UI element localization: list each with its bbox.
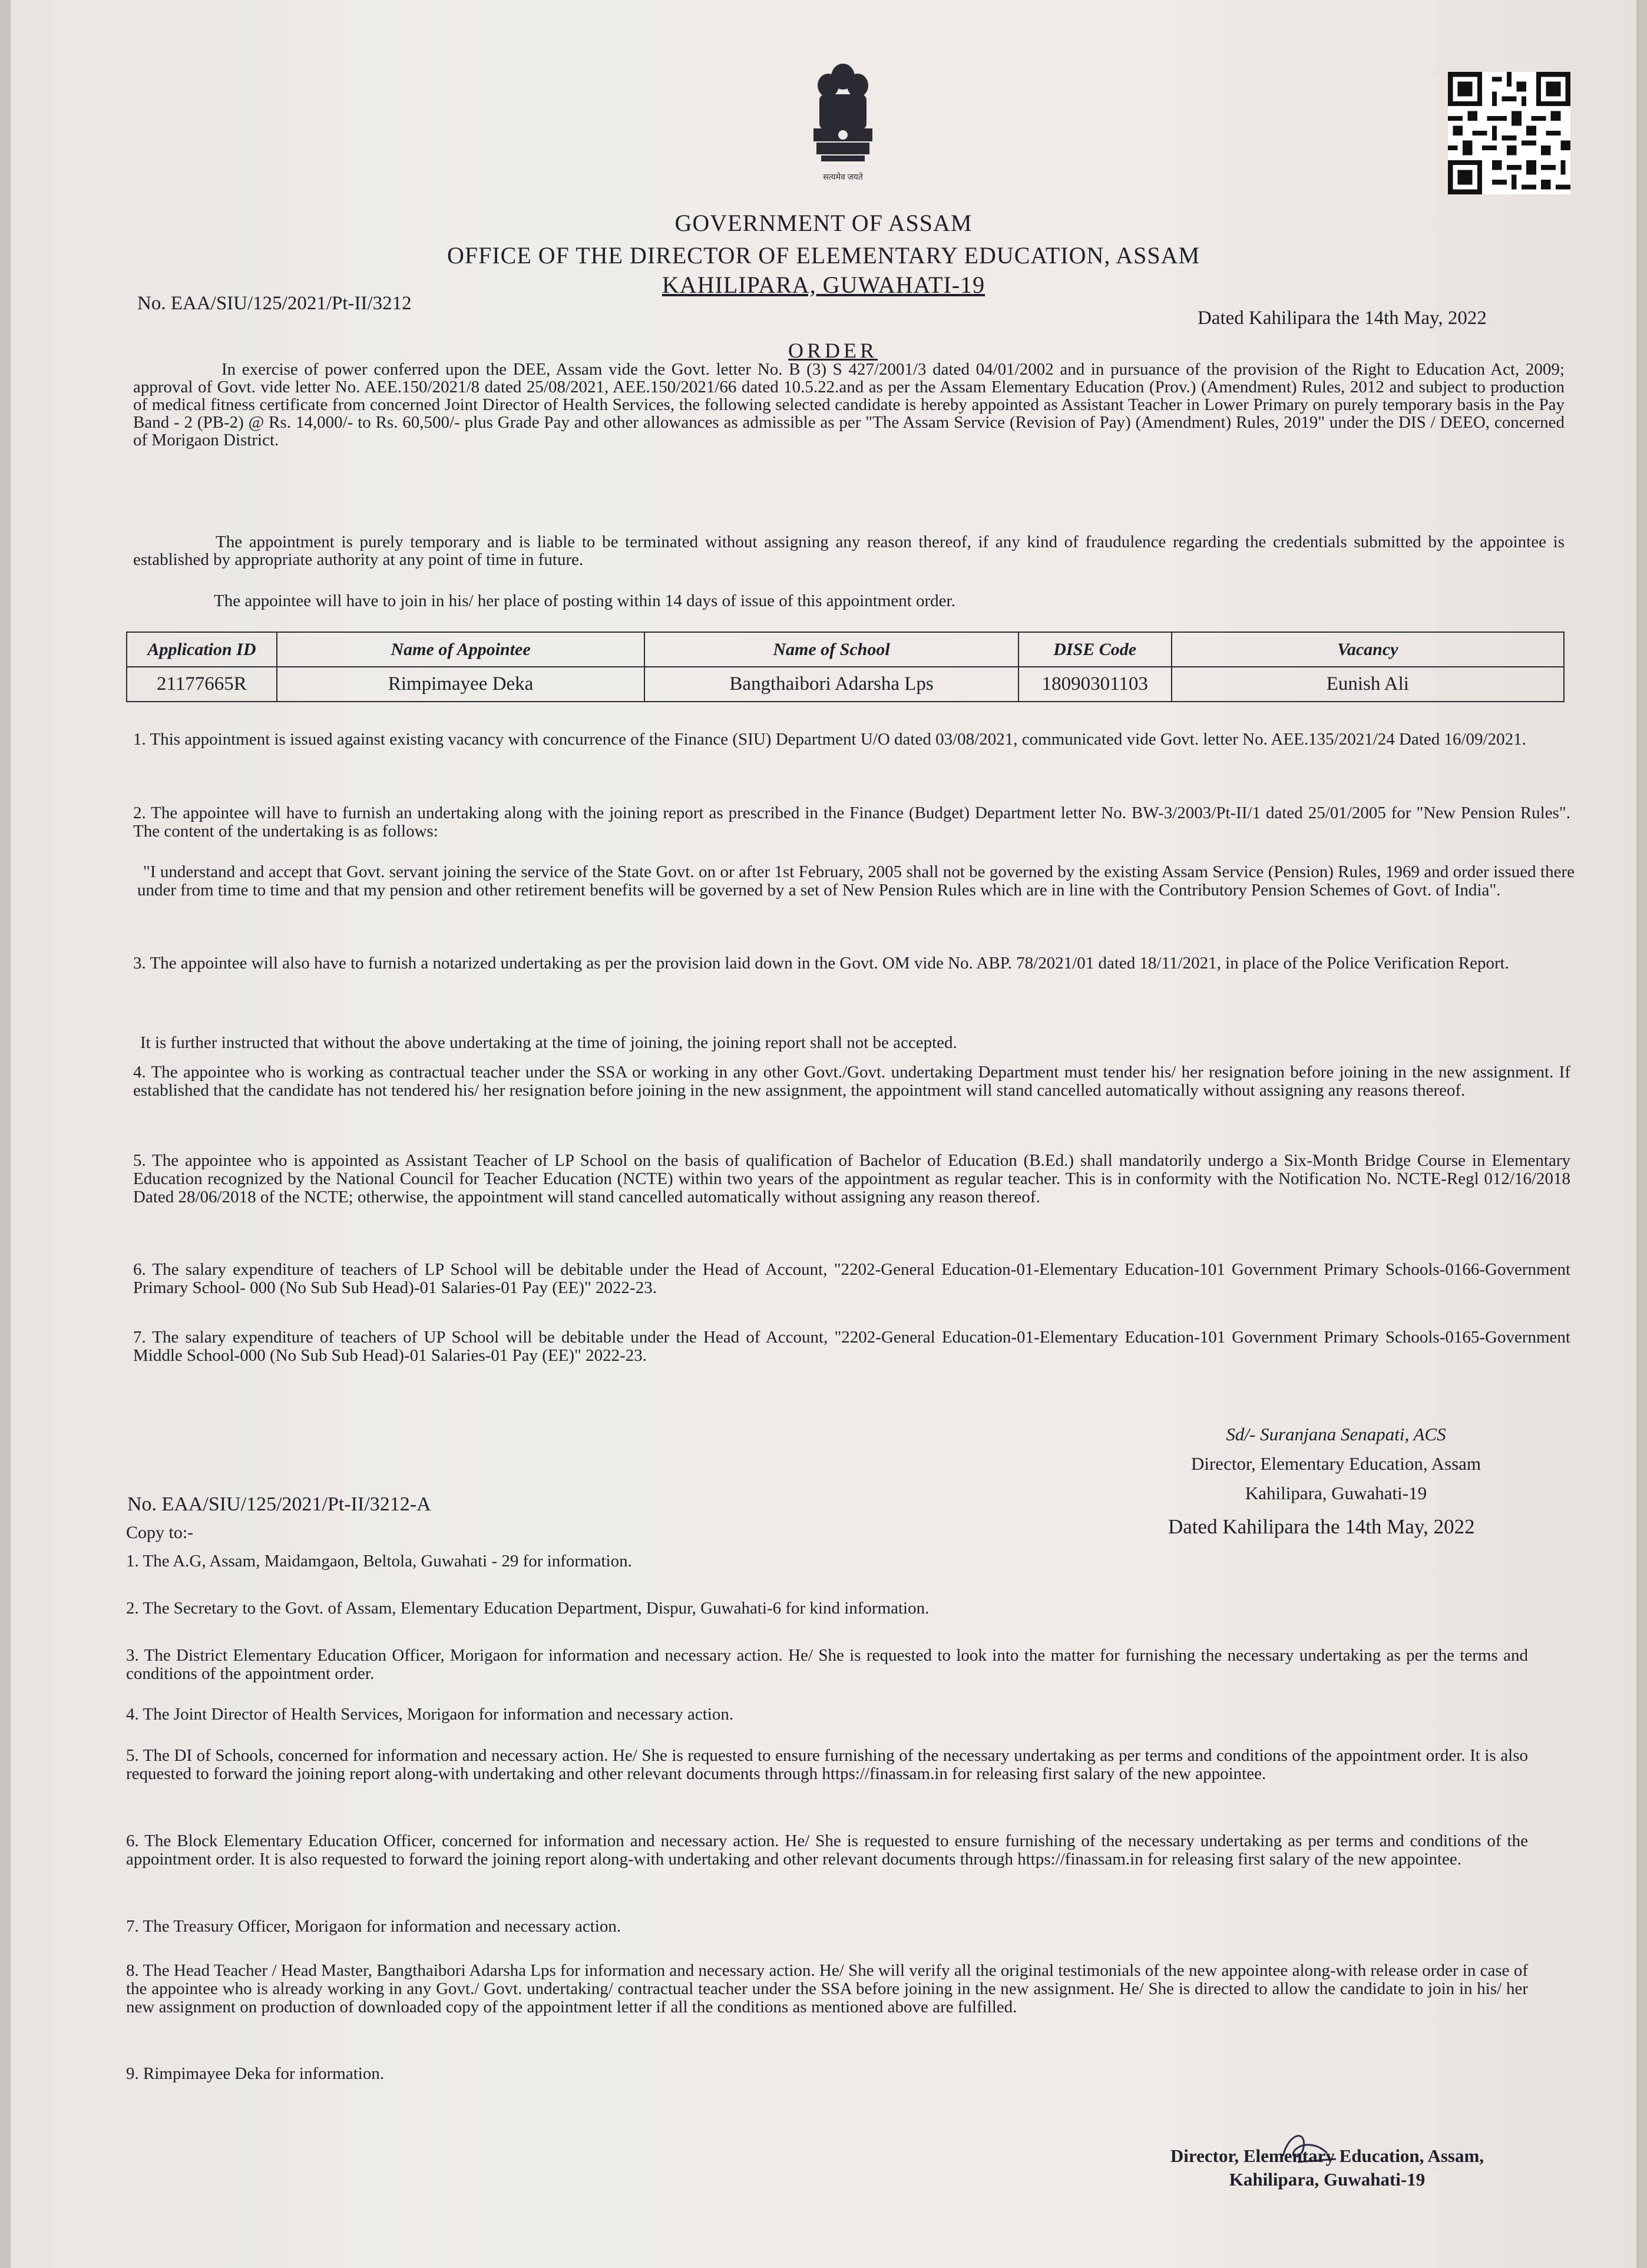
condition-7: 7. The salary expenditure of teachers of UP School will be debitable under the Head of Account, "2202-General Education-01-Elementary Education-101 Government Primary Schools-0165-Government Middle School-000 (No Sub Sub Head)-01 Salaries-01 Pay (EE)" 2022-23. — [133, 1328, 1570, 1365]
signatory-place: Kahilipara, Guwahati-19 — [1245, 1483, 1427, 1503]
copy-reference-number: No. EAA/SIU/125/2021/Pt-II/3212-A — [127, 1493, 431, 1515]
table-header-row — [127, 632, 1564, 667]
condition-4: 4. The appointee who is working as contractual teacher under the SSA or working in any other Govt./Govt. undertaking Department must tender his/ her resignation before joining in the new assignment. If established that the candidate has not tendered his/ her resignation before joining in the new assignment, the appointment will stand cancelled automatically without assigning any reasons thereof. — [133, 1063, 1570, 1100]
copy-item-3: 3. The District Elementary Education Officer, Morigaon for information and necessary action. He/ She is requested to look into the matter for furnishing the necessary undertaking as per the terms and conditions of the appointment order. — [126, 1646, 1528, 1683]
header-address: KAHILIPARA, GUWAHATI-19 — [662, 272, 985, 298]
order-reference-number: No. EAA/SIU/125/2021/Pt-II/3212 — [137, 293, 412, 314]
table-header: DISE Code — [1018, 632, 1172, 667]
final-signatory-block — [1139, 2144, 1516, 2191]
qr-code — [1448, 72, 1570, 194]
table-header: Name of School — [644, 632, 1018, 667]
copy-item-2: 2. The Secretary to the Govt. of Assam, Elementary Education Department, Dispur, Guwahati-6 for kind information. — [126, 1599, 930, 1618]
copy-item-7: 7. The Treasury Officer, Morigaon for information and necessary action. — [126, 1917, 621, 1936]
header-office: OFFICE OF THE DIRECTOR OF ELEMENTARY EDUCATION, ASSAM — [447, 242, 1200, 269]
signatory-block — [1130, 1420, 1542, 1508]
dise-code-cell: 18090301103 — [1018, 667, 1172, 702]
table-header: Application ID — [127, 632, 277, 667]
condition-3: 3. The appointee will also have to furnish a notarized undertaking as per the provision laid down in the Govt. OM vide No. ABP. 78/2021/01 dated 18/11/2021, in place of the Police Verification Report. — [133, 954, 1509, 973]
table-header: Vacancy — [1172, 632, 1564, 667]
condition-3-note: It is further instructed that without the above undertaking at the time of joining, the joining report shall not be accepted. — [140, 1033, 957, 1052]
copy-to-label: Copy to:- — [126, 1523, 194, 1542]
final-signatory-place: Kahilipara, Guwahati-19 — [1229, 2169, 1426, 2190]
copy-date: Dated Kahilipara the 14th May, 2022 — [1168, 1515, 1475, 1538]
table-row — [127, 667, 1564, 702]
condition-2: 2. The appointee will have to furnish an undertaking along with the joining report as prescribed in the Finance (Budget) Department letter No. BW-3/2003/Pt-II/1 dated 25/01/2005 for "New Pension Rules". The content of the undertaking is as follows: — [133, 804, 1570, 841]
national-emblem-icon — [805, 59, 881, 189]
vacancy-cell: Eunish Ali — [1172, 667, 1564, 702]
table-header: Name of Appointee — [277, 632, 644, 667]
document-page — [11, 0, 1636, 2268]
copy-item-8: 8. The Head Teacher / Head Master, Bangthaibori Adarsha Lps for information and necessary action. He/ She will verify all the original testimonials of the new appointee along-with release order in case of the appointee who is already working in any Govt./ Govt. undertaking/ contractual teacher under the SSA before joining in the new assignment. He/ She is directed to allow the candidate to join in his/ her new assignment on production of downloaded copy of the appointment letter if all the conditions as mentioned above are fulfilled. — [126, 1961, 1528, 2016]
condition-2-quote: "I understand and accept that Govt. servant joining the service of the State Govt. on or after 1st February, 2005 shall not be governed by the existing Assam Service (Pension) Rules, 1969 and order issued there under from time to time and that my pension and other retirement benefits will be governed by a set of New Pension Rules which are in line with the Contributory Pension Schemes of Govt. of India". — [137, 862, 1575, 900]
copy-item-1: 1. The A.G, Assam, Maidamgaon, Beltola, Guwahati - 29 for information. — [126, 1552, 632, 1571]
application-id-cell: 21177665R — [127, 667, 277, 702]
copy-item-4: 4. The Joint Director of Health Services, Morigaon for information and necessary action. — [126, 1705, 734, 1724]
order-paragraph-2: The appointment is purely temporary and is liable to be terminated without assigning any reason thereof, if any kind of fraudulence regarding the credentials submitted by the appointee is established by appropriate authority at any point of time in future. — [133, 533, 1565, 569]
emblem-caption: सत्यमेव जयते — [823, 173, 863, 182]
copy-item-9: 9. Rimpimayee Deka for information. — [126, 2064, 385, 2083]
signatory-name: Sd/- Suranjana Senapati, ACS — [1226, 1424, 1446, 1444]
order-title: ORDER — [788, 339, 878, 362]
header-government: GOVERNMENT OF ASSAM — [674, 210, 973, 236]
order-paragraph-1: In exercise of power conferred upon the DEE, Assam vide the Govt. letter No. B (3) S 427/2001/3 dated 04/01/2002 and in pursuance of the provision of the Right to Education Act, 2009; approval of Govt. vide letter No. AEE.150/2021/8 dated 25/08/2021, AEE.150/2021/66 dated 10.5.22.and as per the Assam Elementary Education (Prov.) (Amendment) Rules, 2012 and subject to production of medical fitness certificate from concerned Joint Director of Health Services, the following selected candidate is hereby appointed as Assistant Teacher in Lower Primary on purely temporary basis in the Pay Band - 2 (PB-2) @ Rs. 14,000/- to Rs. 60,500/- plus Grade Pay and other allowances as admissible as per "The Assam Service (Revision of Pay) (Amendment) Rules, 2019" under the DIS / DEEO, concerned of Morigaon District. — [133, 360, 1565, 449]
copy-item-6: 6. The Block Elementary Education Officer, concerned for information and necessary action. He/ She is requested to ensure furnishing of the necessary undertaking as per terms and conditions of the appointment order. It is also requested to forward the joining report along-with undertaking and other relevant documents through https://finassam.in for releasing first salary of the new appointee. — [126, 1831, 1528, 1869]
order-paragraph-3: The appointee will have to join in his/ her place of posting within 14 days of issue of this appointment order. — [214, 591, 955, 610]
signatory-designation: Director, Elementary Education, Assam — [1190, 1453, 1481, 1474]
condition-5: 5. The appointee who is appointed as Assistant Teacher of LP School on the basis of qualification of Bachelor of Education (B.Ed.) shall mandatorily undergo a Six-Month Bridge Course in Elementary Education recognized by the National Council for Teacher Education (NCTE) within two years of the appointment as regular teacher. This is in conformity with the Notification No. NCTE-Regl 012/16/2018 Dated 28/06/2018 of the NCTE; otherwise, the appointment will stand cancelled automatically without assigning any reason thereof. — [133, 1151, 1570, 1206]
condition-1: 1. This appointment is issued against existing vacancy with concurrence of the Finance (SIU) Department U/O dated 03/08/2021, communicated vide Govt. letter No. AEE.135/2021/24 Dated 16/09/2021. — [133, 730, 1526, 749]
appointee-table — [126, 632, 1565, 702]
condition-6: 6. The salary expenditure of teachers of LP School will be debitable under the Head of Account, "2202-General Education-01-Elementary Education-101 Government Primary Schools-0166-Government Primary School- 000 (No Sub Sub Head)-01 Salaries-01 Pay (EE)" 2022-23. — [133, 1260, 1570, 1297]
copy-item-5: 5. The DI of Schools, concerned for information and necessary action. He/ She is requested to ensure furnishing of the necessary undertaking as per terms and conditions of the appointment order. It is also requested to forward the joining report along-with undertaking and other relevant documents through https://finassam.in for releasing first salary of the new appointee. — [126, 1746, 1528, 1783]
final-signatory-designation: Director, Elementary Education, Assam, — [1170, 2145, 1484, 2166]
school-name-cell: Bangthaibori Adarsha Lps — [644, 667, 1018, 702]
order-date: Dated Kahilipara the 14th May, 2022 — [1198, 308, 1487, 329]
appointee-name-cell: Rimpimayee Deka — [277, 667, 644, 702]
